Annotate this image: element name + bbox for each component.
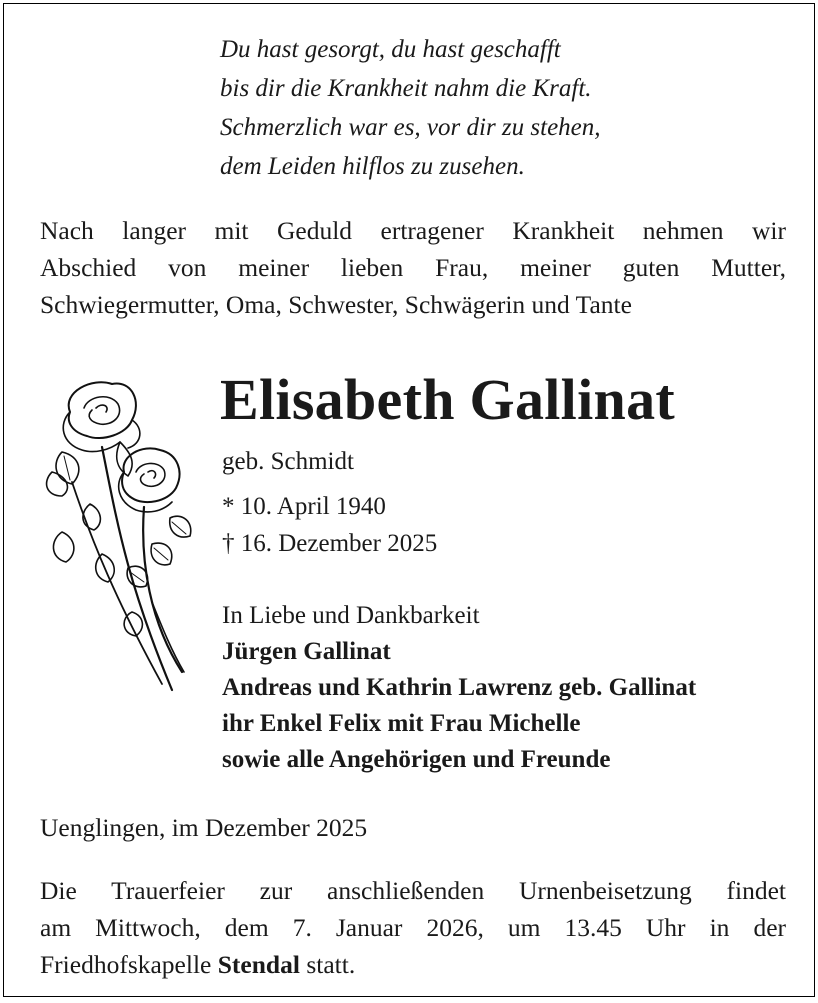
life-dates: [222, 488, 437, 562]
poem: [220, 30, 601, 186]
ceremony-location: Stendal: [217, 950, 300, 979]
poem-line: bis dir die Krankheit nahm die Kraft.: [220, 75, 592, 102]
maiden-name: geb. Schmidt: [222, 448, 354, 475]
mourner: sowie alle Angehörigen und Freunde: [222, 746, 611, 773]
rose-bouquet-icon: [32, 372, 202, 702]
poem-line: dem Leiden hilflos zu zusehen.: [220, 153, 525, 180]
mourner: Jürgen Gallinat: [222, 638, 391, 665]
death-date: † 16. Dezember 2025: [222, 530, 438, 557]
deceased-name: Elisabeth Gallinat: [220, 367, 675, 432]
intro-line: Schwiegermutter, Oma, Schwester, Schwägerin und Tante: [40, 290, 632, 319]
ceremony-info: [40, 872, 786, 983]
ceremony-line: am Mittwoch, dem 7. Januar 2026, um 13.45 Uhr in der: [40, 913, 786, 942]
obituary-notice: [3, 3, 815, 997]
mourners-intro: In Liebe und Dankbarkeit: [222, 602, 480, 629]
ceremony-line: Die Trauerfeier zur anschließenden Urnenbeisetzung findet: [40, 876, 786, 905]
mourner: Andreas und Kathrin Lawrenz geb. Gallinat: [222, 674, 697, 701]
birth-date: * 10. April 1940: [222, 493, 386, 520]
mourners: [222, 598, 696, 778]
intro-text: [40, 212, 786, 323]
place-and-date: Uenglingen, im Dezember 2025: [40, 813, 368, 842]
poem-line: Du hast gesorgt, du hast geschafft: [220, 36, 561, 63]
intro-line: Abschied von meiner lieben Frau, meiner guten Mutter,: [40, 253, 786, 282]
ceremony-text: Friedhofskapelle: [40, 950, 218, 979]
intro-line: Nach langer mit Geduld ertragener Krankheit nehmen wir: [40, 216, 786, 245]
ceremony-text: statt.: [299, 950, 356, 979]
poem-line: Schmerzlich war es, vor dir zu stehen,: [220, 114, 601, 141]
ceremony-line: [40, 946, 786, 983]
mourner: ihr Enkel Felix mit Frau Michelle: [222, 710, 581, 737]
